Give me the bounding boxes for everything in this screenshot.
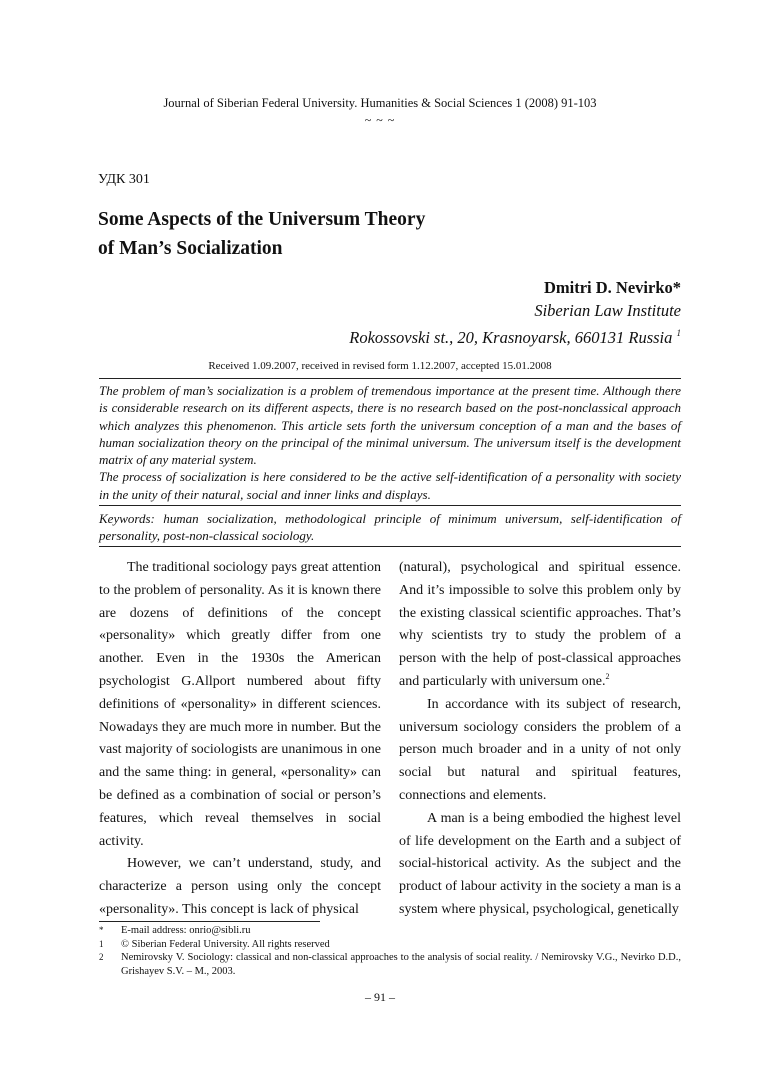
footnote (99, 938, 681, 952)
page-number: – 91 – (365, 990, 395, 1004)
footnote (99, 924, 681, 938)
abstract-paragraph-1: The problem of man’s socialization is a problem of tremendous importance at the present time. Although there is considerable research on its different aspects, there is no research based on the post-nonclassical approach which analyzes this phenomenon. This article sets forth the universum conception of a man and the bases of human socialization theory on the principal of the minimal universum. The universum itself is the development matrix of any material system. (99, 383, 681, 468)
footnote-text: © Siberian Federal University. All rights reserved (121, 938, 330, 950)
article-title (98, 205, 518, 263)
title-line-1: Some Aspects of the Universum Theory (98, 209, 426, 230)
keywords-bottom-rule (99, 546, 681, 547)
body-paragraph-text: (natural), psychological and spiritual essence. And it’s impossible to solve this problem only by the existing classical scientific approaches. That’s why scientists try to study the problem of a person with the help of post-classical approaches and particularly with universum one. (399, 560, 681, 689)
footnote-ref-2[interactable]: 2 (605, 671, 610, 681)
footnote-mark: * (99, 925, 104, 935)
address-footnote-mark: 1 (676, 328, 681, 338)
author-block (349, 276, 681, 349)
udk-code: УДК 301 (98, 172, 150, 187)
abstract-bottom-rule (99, 505, 681, 506)
footnote-rule (99, 921, 320, 922)
abstract-paragraph-2: The process of socialization is here considered to be the active self-identification of a personality with society in the unity of their natural, social and inner links and displays. (99, 469, 681, 502)
author-name: Dmitri D. Nevirko* (543, 278, 681, 297)
body-right-column (399, 557, 681, 922)
footnotes (99, 924, 681, 978)
header-ornament: ~ ~ ~ (364, 113, 396, 127)
footnote-mark: 2 (99, 952, 104, 962)
body-paragraph: In accordance with its subject of research, universum sociology considers the problem of a person much broader and in a unity of not only social but natural and spiritual features, connections and elements. (399, 696, 681, 803)
body-paragraph (399, 557, 681, 694)
received-dates: Received 1.09.2007, received in revised form 1.12.2007, accepted 15.01.2008 (208, 360, 552, 372)
title-line-2: of Man’s Socialization (98, 238, 283, 259)
author-address (349, 322, 681, 349)
footnote (99, 951, 681, 978)
abstract (99, 382, 681, 503)
body-left-column (99, 557, 381, 922)
author-address-text: Rokossovski st., 20, Krasnoyarsk, 660131 Russia (349, 328, 673, 347)
body-paragraph: The traditional sociology pays great attention to the problem of personality. As it is known there are dozens of definitions of the concept «personality» which greatly differ from one another. Even in the 1930s the American psychologist G.Allport numbered about fifty definitions of «personality» in different sciences. Nowadays they are much more in number. But the vast majority of sociologists are unanimous in one and the same thing: in general, «personality» can be defined as a combination of social or person’s features, which reveal themselves in social activity. (99, 560, 381, 849)
author-affiliation: Siberian Law Institute (534, 301, 681, 320)
footnote-text: Nemirovsky V. Sociology: classical and non-classical approaches to the analysis of social reality. / Nemirovsky V.G., Nevirko D.D., Grishayev S.V. – M., 2003. (121, 952, 681, 977)
body-paragraph: A man is a being embodied the highest level of life development on the Earth and a subject of social-historical activity. As the subject and the product of labour activity in the society a man is a system where physical, psychological, genetically (399, 810, 681, 917)
abstract-top-rule (99, 378, 681, 379)
footnote-mark: 1 (99, 938, 104, 949)
body-paragraph: However, we can’t understand, study, and characterize a person using only the concept «personality». This concept is lack of physical (99, 856, 381, 917)
journal-header: Journal of Siberian Federal University. Humanities & Social Sciences 1 (2008) 91-103 (163, 96, 597, 110)
footnote-text: E-mail address: onrio@sibli.ru (121, 925, 251, 936)
keywords: Keywords: human socialization, methodological principle of minimum universum, self-identification of personality, post-non-classical sociology. (99, 511, 681, 544)
